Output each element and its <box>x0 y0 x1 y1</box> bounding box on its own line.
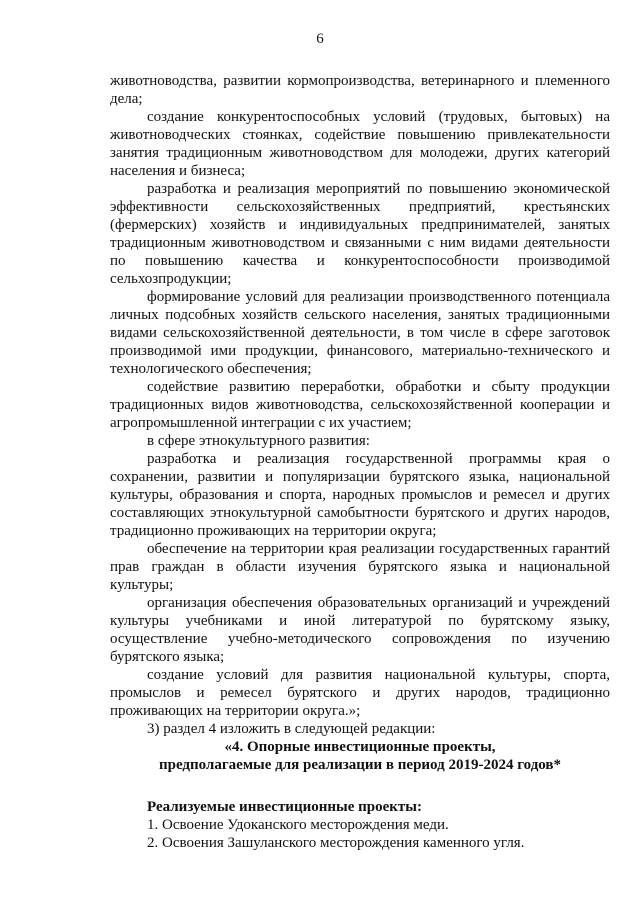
document-body <box>110 72 610 852</box>
section-title-line-1: «4. Опорные инвестиционные проекты, <box>224 739 496 755</box>
page-number: 6 <box>316 31 324 47</box>
paragraph: содействие развитию переработки, обработки и сбыту продукции традиционных видов животноводства, сельскохозяйственной кооперации и агропромышленной интеграции с их участием; <box>110 379 610 431</box>
section-title-line-2: предполагаемые для реализации в период 2019-2024 годов* <box>158 757 562 773</box>
paragraph: организация обеспечения образовательных организаций и учреждений культуры учебниками и иной литературой по бурятскому языку, осуществление учебно-методического сопровождения по изучению бурятского языка; <box>110 595 610 665</box>
paragraph: в сфере этнокультурного развития: <box>147 433 370 449</box>
paragraph: обеспечение на территории края реализации государственных гарантий прав граждан в области изучения бурятского языка и национальной культуры; <box>110 541 610 593</box>
subheading: Реализуемые инвестиционные проекты: <box>147 799 423 815</box>
paragraph: создание конкурентоспособных условий (трудовых, бытовых) на животноводческих стоянках, содействие повышению привлекательности занятия традиционным животноводством для молодежи, других категорий населения и бизнеса; <box>110 109 610 179</box>
paragraph: разработка и реализация государственной программы края о сохранении, развитии и популяризации бурятского языка, национальной культуры, образования и спорта, народных промыслов и ремесел и других составляющих этнокультурной самобытности бурятского и других народов, традиционно проживающих на территории округа; <box>110 451 610 539</box>
list-item: 2. Освоения Зашуланского месторождения каменного угля. <box>147 835 525 851</box>
paragraph: формирование условий для реализации производственного потенциала личных подсобных хозяйств сельского населения, занятых традиционными видами сельскохозяйственной деятельности, в том числе в сфере заготовок производимой ими продукции, финансового, материально-технического и технологического обеспечения; <box>110 289 610 377</box>
spacer <box>110 774 610 798</box>
paragraph: разработка и реализация мероприятий по повышению экономической эффективности сельскохозяйственных предприятий, крестьянских (фермерских) хозяйств и индивидуальных предпринимателей, занятых традиционным животноводством и связанными с ним видами деятельности по повышению качества и конкурентоспособности производимой сельхозпродукции; <box>110 181 610 287</box>
list-item: 1. Освоение Удоканского месторождения меди. <box>147 817 449 833</box>
paragraph: создание условий для развития национальной культуры, спорта, промыслов и ремесел бурятского и других народов, традиционно проживающих на территории округа.»; <box>110 667 610 719</box>
paragraph: животноводства, развитии кормопроизводства, ветеринарного и племенного дела; <box>110 73 610 107</box>
paragraph: 3) раздел 4 изложить в следующей редакции: <box>147 721 436 737</box>
